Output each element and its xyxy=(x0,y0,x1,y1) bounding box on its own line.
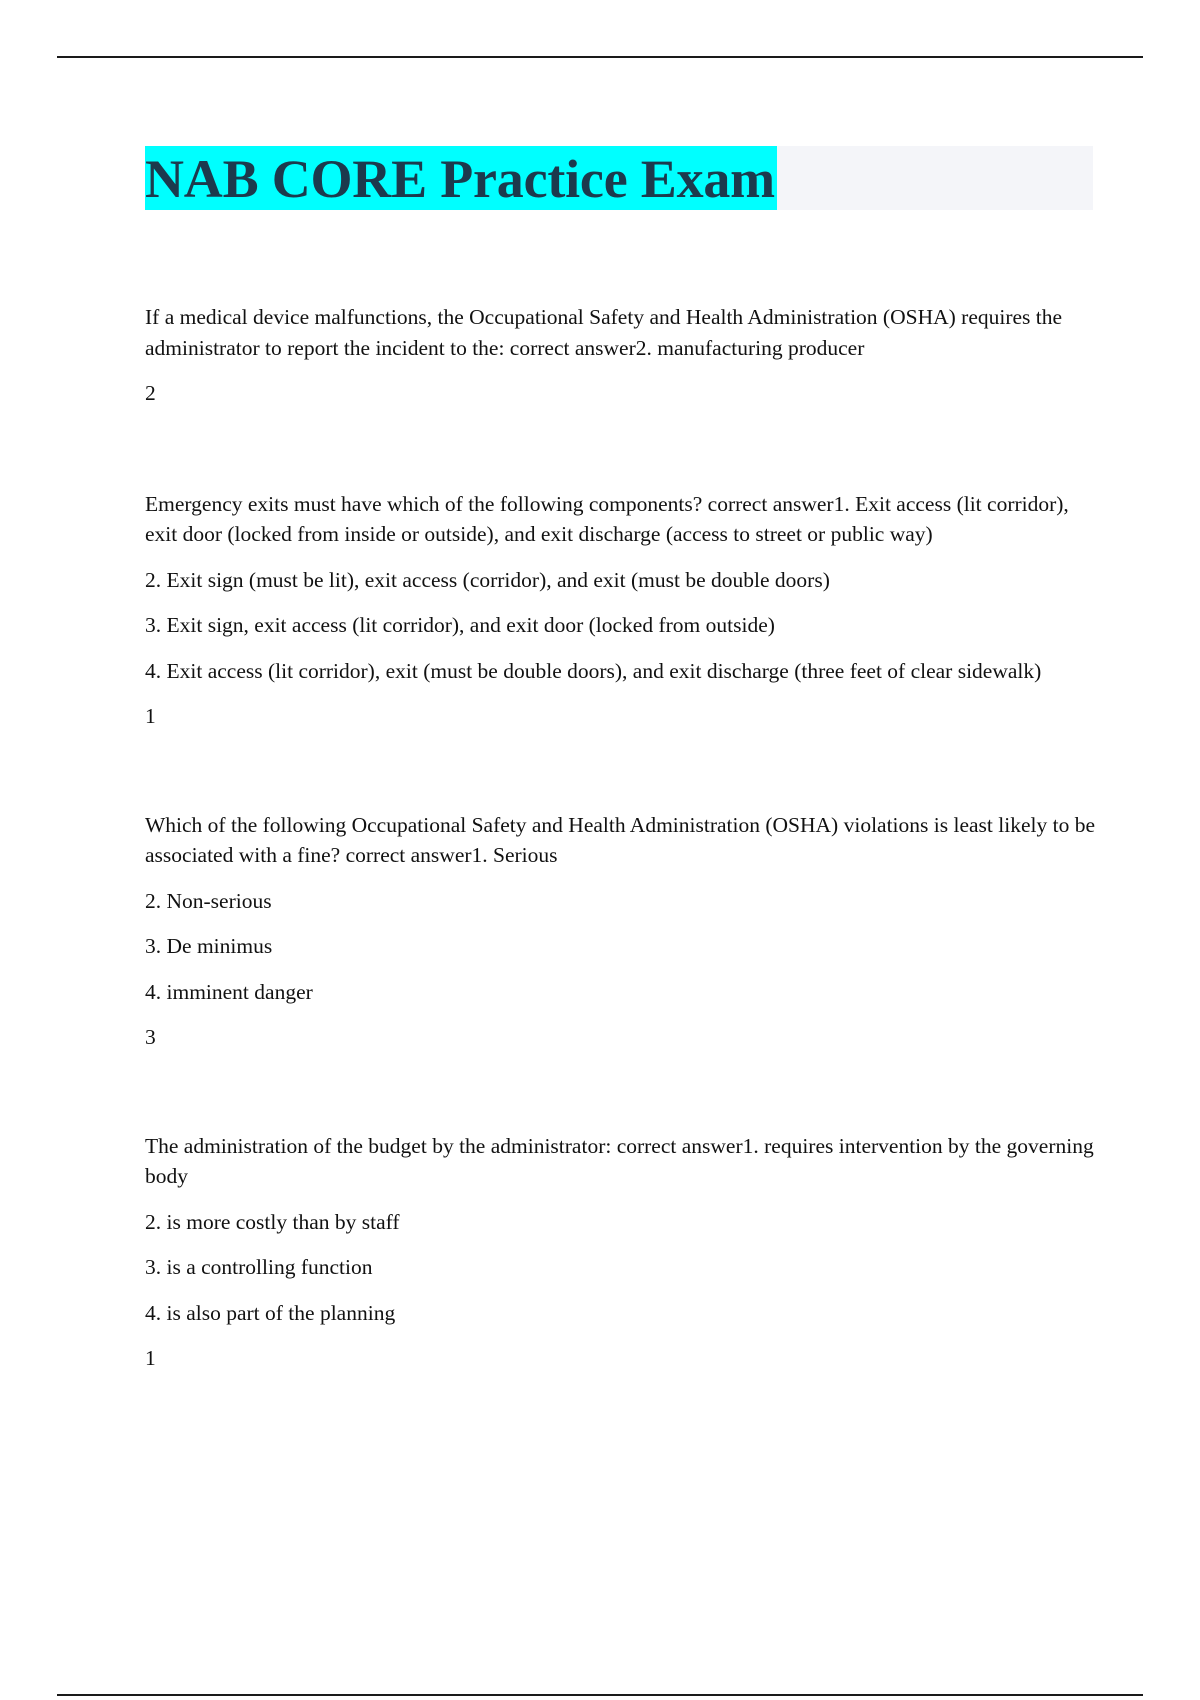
document-body xyxy=(145,302,1095,1374)
question-option: 2. Non-serious xyxy=(145,888,272,913)
question-option: 3. De minimus xyxy=(145,934,273,958)
document-title: NAB CORE Practice Exam xyxy=(145,146,777,210)
title-band xyxy=(145,146,1093,210)
question-option: 2. Exit sign (must be lit), exit access (corridor), and exit (must be double doors) xyxy=(145,567,830,592)
question-prompt: Which of the following Occupational Safety and Health Administration (OSHA) violations is least likely to be associated with a fine? correct answer1. Serious xyxy=(145,812,1095,867)
question-answer: 2 xyxy=(145,381,156,405)
question-option: 2. is more costly than by staff xyxy=(145,1209,400,1234)
question-answer: 1 xyxy=(145,704,156,728)
question-1 xyxy=(145,302,1095,409)
question-prompt: The administration of the budget by the administrator: correct answer1. requires intervention by the governing body xyxy=(145,1133,1094,1188)
footer-rule xyxy=(57,1694,1143,1696)
question-answer: 3 xyxy=(145,1025,156,1049)
question-option: 3. is a controlling function xyxy=(145,1255,373,1279)
question-prompt: Emergency exits must have which of the following components? correct answer1. Exit access (lit corridor), exit door (locked from inside or outside), and exit discharge (access to street or public way) xyxy=(145,491,1069,546)
question-option: 4. Exit access (lit corridor), exit (must be double doors), and exit discharge (three feet of clear sidewalk) xyxy=(145,658,1042,683)
question-option: 4. imminent danger xyxy=(145,979,313,1004)
question-option: 3. Exit sign, exit access (lit corridor), and exit door (locked from outside) xyxy=(145,613,775,637)
question-answer: 1 xyxy=(145,1346,156,1370)
question-4 xyxy=(145,1131,1095,1374)
header-rule xyxy=(57,56,1143,58)
question-2 xyxy=(145,489,1095,732)
question-prompt: If a medical device malfunctions, the Occupational Safety and Health Administration (OSHA) requires the administrator to report the incident to the: correct answer2. manufacturing producer xyxy=(145,305,1063,360)
question-option: 4. is also part of the planning xyxy=(145,1300,396,1325)
question-3 xyxy=(145,810,1095,1053)
